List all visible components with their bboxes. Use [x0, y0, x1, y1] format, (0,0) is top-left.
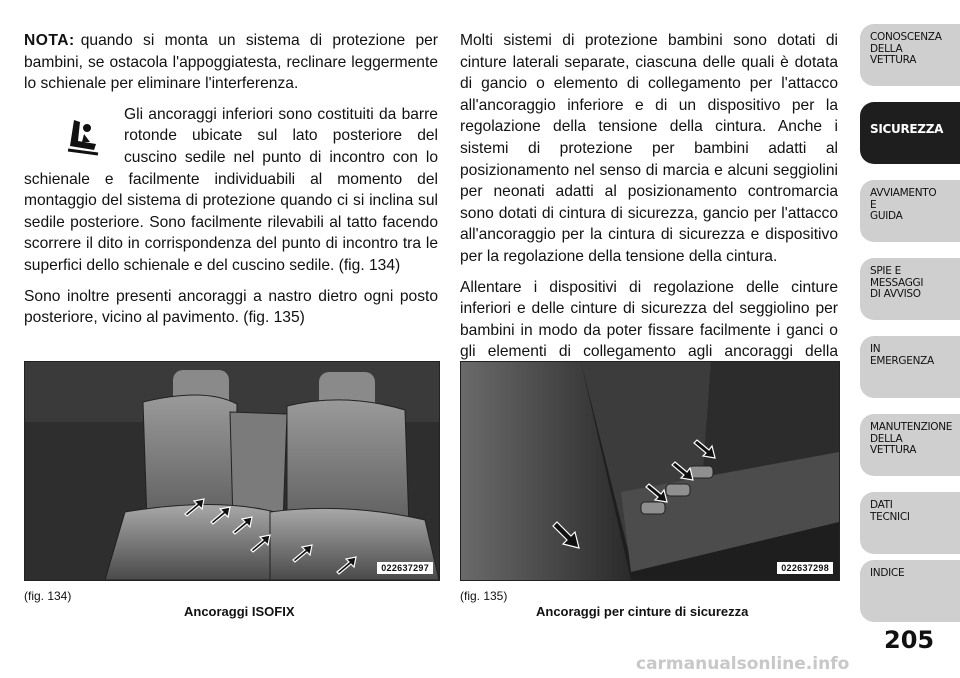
lower-anchors-text: Gli ancoraggi inferiori sono costituiti da barre rotonde ubicate sul lato posteriore del cuscino sedile nel punto di incontro con lo schienale e facilmente individuabili al momento del montaggio del sistema di protezione quando ci si inclina sul sedile posteriore. Sono facilmente rilevabili al tatto facendo scorrere il dito in corrispondenza del punto di incontro tra le superfici dello schienale e del cuscino sedile. (fig. 134)	[24, 105, 438, 274]
right-paragraph-1: Molti sistemi di protezione bambini sono dotati di cinture laterali separate, ciascuna delle quali è dotata di gancio o elemento di collegamento per l'attacco all'ancoraggio inferiore e di un dispositivo per la regolazione della tensione della cintura. Anche i sistemi di protezione per bambini adatti al posizionamento nel senso di marcia e alcuni seggiolini per neonati adatti al posizionamento contromarcia sono dotati di cintura di sicurezza, gancio per l'attacco all'ancoraggio per la cintura di sicurezza e dispositivo per la regolazione della tensione della cintura.	[460, 32, 838, 265]
figure-isofix-anchors	[24, 361, 440, 581]
child-seat-icon	[60, 116, 104, 156]
tab-dati-tecnici[interactable]: DATI TECNICI	[860, 492, 960, 554]
watermark: carmanualsonline.info	[636, 654, 850, 674]
tab-manutenzione[interactable]: MANUTENZIONE DELLA VETTURA	[860, 414, 960, 476]
figure-ref: (fig. 134)	[24, 589, 72, 603]
tab-emergenza[interactable]: IN EMERGENZA	[860, 336, 960, 398]
figure-title: Ancoraggi ISOFIX	[184, 604, 295, 619]
figure-code: 022637298	[777, 562, 833, 574]
isofix-seat-illustration	[25, 362, 439, 580]
figure-ref: (fig. 135)	[460, 589, 508, 603]
left-column	[24, 30, 438, 338]
right-paragraph-2: Allentare i dispositivi di regolazione delle cinture inferiori e delle cinture di sicurezza del seggiolino per bambini in modo da poter fissare facilmente i ganci o gli elementi di collegamento agli ancoraggi della	[460, 278, 838, 361]
tab-spie[interactable]: SPIE E MESSAGGI DI AVVISO	[860, 258, 960, 320]
tether-anchor-illustration	[461, 362, 839, 580]
caption-fig-135	[460, 588, 838, 620]
page-number: 205	[884, 626, 935, 654]
section-sidebar	[860, 0, 960, 678]
tab-sicurezza[interactable]: SICUREZZA	[860, 102, 960, 164]
right-column	[460, 30, 838, 415]
nota-text: quando si monta un sistema di protezione per bambini, se ostacola l'appoggiatesta, reclinare leggermente lo schienale per eliminare l'interferenza.	[24, 32, 438, 93]
tab-avviamento[interactable]: AVVIAMENTO E GUIDA	[860, 180, 960, 242]
caption-fig-134	[24, 588, 438, 620]
tab-conoscenza[interactable]: CONOSCENZA DELLA VETTURA	[860, 24, 960, 86]
figure-tether-anchors	[460, 361, 840, 581]
figure-title: Ancoraggi per cinture di sicurezza	[536, 604, 749, 619]
nota-paragraph	[24, 30, 438, 95]
lower-anchors-paragraph	[24, 104, 438, 277]
nota-label: NOTA:	[24, 32, 75, 49]
tab-indice[interactable]: INDICE	[860, 560, 960, 622]
tether-text: Sono inoltre presenti ancoraggi a nastro dietro ogni posto posteriore, vicino al pavimento. (fig. 135)	[24, 287, 438, 327]
figure-code: 022637297	[377, 562, 433, 574]
